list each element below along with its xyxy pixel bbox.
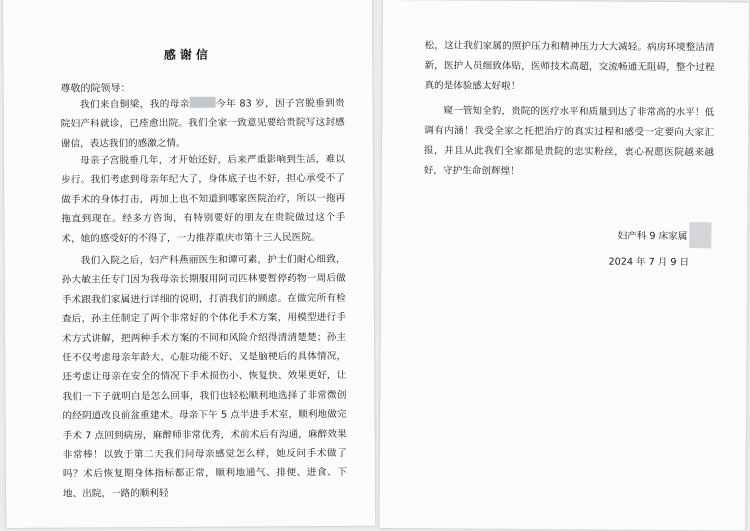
- paragraph-1-start: 我们来自铜梁，我的母亲: [79, 98, 190, 111]
- paragraph-4: 窥一管知全豹，贵院的医疗水平和质量到达了非常高的水平！低调有内涵！我受全家之托把治疗的真实过程和感受一定要向大家汇报，并且从此我们全家都是贵院的忠实粉丝，衷心祝愿医院越来越好，守护生命创辉煌！: [423, 105, 715, 177]
- paragraph-3: 我们入院之后，妇产科燕丽医生和谭可素，护士们耐心细致，孙大敏主任专门因为我母亲长期服用阿司匹林要暂停药物一周后做手术跟我们家属进行详细的说明，打消我们的顾虑。在做完所有检查后，孙主任制定了两个非常好的个体化手术方案，用模型进行手术方式讲解，把两种手术方案的不同和风险介绍得清清楚楚；孙主任不仅考虑母亲年龄大、心脏功能不好、又是脑梗后的具体情况，还考虑让母亲在安全的情况下手术损伤小、恢复快、效果更好，让我们一下子就明白是怎么回事，我们也轻松顺利地选择了非常微创的经阴道改良前盆重建术。母亲下午 5 点半进手术室，顺利地做完手术 7 点回到病房，麻醉师非常优秀，术前术后有沟通，麻醉效果非常棒！以致于第二天我们问母亲感觉怎么样，她反问手术做了吗？术后恢复期身体指标都正常，顺利地通气、排便、进食、下地、出院，一路的顺利轻: [61, 253, 347, 500]
- salutation: 尊敬的院领导：: [60, 83, 131, 95]
- paragraph-2: 母亲子宫脱垂几年，才开始还好，后来严重影响到生活，难以步行。我们考虑到母亲年纪大了，身体底子也不好，担心承受不了做手术的身体打击，再加上也不知道到哪家医院治疗，所以一拖再拖直到现在。经多方咨询，有特别要好的朋友在贵院做过这个手术，她的感受好的不得了，一力推荐重庆市第十三人民医院。: [61, 153, 346, 245]
- paragraph-3-continued: 松，这让我们家属的照护压力和精神压力大大减轻。病房环境整洁清新，医护人员细致体贴，医师技术高超，交流畅通无阻碍，整个过程真的是体验感太好啦！: [424, 40, 715, 92]
- paragraph-1: [61, 94, 345, 154]
- letter-page-right: [379, 0, 749, 531]
- signature-block: [608, 222, 711, 269]
- paragraph-1-rest: 今年 83 岁，因子宫脱垂到贵院妇产科就诊，已痊愈出院。我们全家一致意见要给贵院写这封感谢信，表达我们的感激之情。: [60, 97, 345, 150]
- signature-text: 妇产科 9 床家属: [617, 230, 688, 243]
- letter-title: 感谢信: [163, 47, 212, 63]
- letter-page-left: [3, 0, 375, 528]
- redacted-signature: [689, 222, 711, 248]
- letter-date: 2024 年 7 月 9 日: [608, 256, 690, 269]
- redacted-name: [190, 97, 216, 108]
